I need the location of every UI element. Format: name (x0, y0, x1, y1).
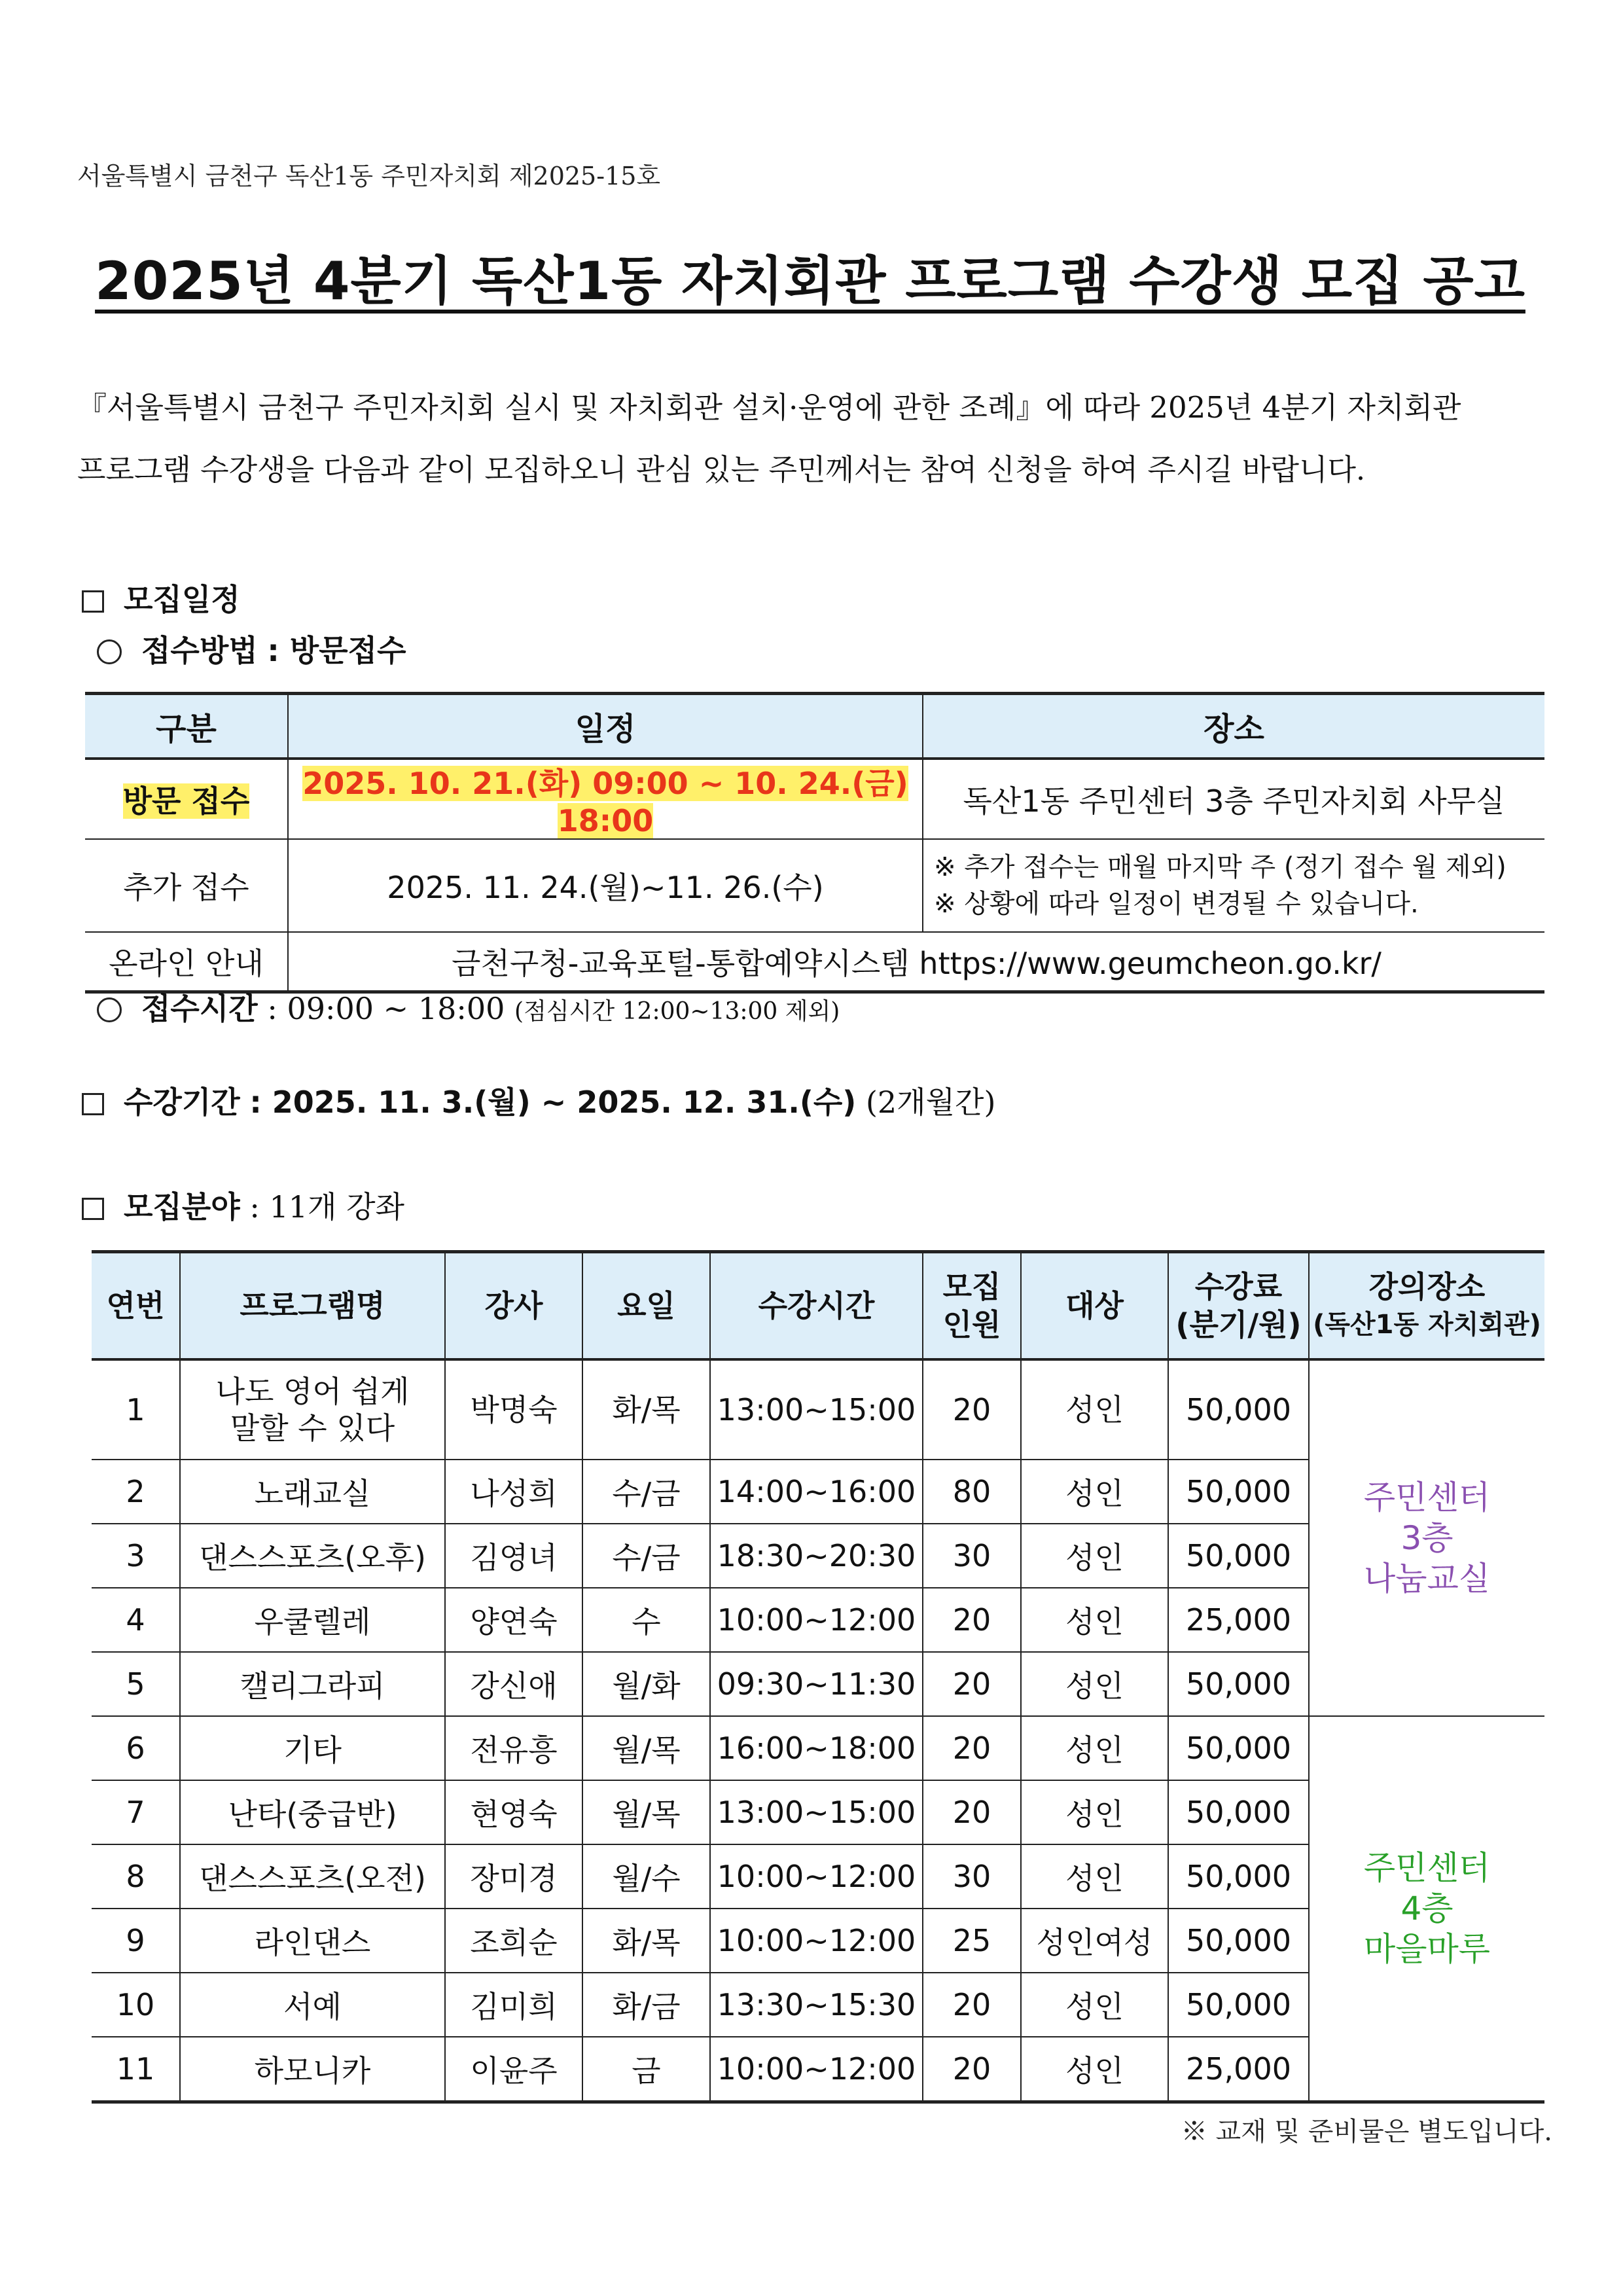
table-cell: 성인 (1021, 1460, 1168, 1524)
period-label: 수강기간 (124, 1085, 240, 1120)
extra-row (85, 839, 1544, 932)
place-cell-3f: 주민센터 3층 나눔교실 (1309, 1359, 1544, 1716)
table-cell: 80 (923, 1460, 1021, 1524)
table-cell: 20 (923, 1359, 1021, 1460)
table-cell: 월/목 (582, 1716, 710, 1780)
intro-paragraph (77, 376, 1543, 501)
extra-schedule: 2025. 11. 24.(월)~11. 26.(수) (288, 839, 923, 932)
extra-note-2: ※ 상황에 따라 일정이 변경될 수 있습니다. (934, 889, 1419, 919)
table-cell: 50,000 (1168, 1973, 1309, 2037)
table-cell: 10:00~12:00 (710, 1588, 923, 1652)
header-schedule: 일정 (288, 694, 923, 759)
table-cell: 전유흥 (445, 1716, 582, 1780)
extra-note-1: ※ 추가 접수는 매월 마지막 주 (정기 접수 월 제외) (934, 852, 1507, 882)
table-cell: 성인 (1021, 2037, 1168, 2102)
table-cell: 조희순 (445, 1909, 582, 1973)
table-cell: 김미희 (445, 1973, 582, 2037)
table-row (92, 1359, 1544, 1460)
visit-schedule: 2025. 10. 21.(화) 09:00 ~ 10. 24.(금) 18:00 (288, 759, 923, 839)
table-cell: 50,000 (1168, 1780, 1309, 1844)
table-cell: 20 (923, 1780, 1021, 1844)
table-cell: 월/수 (582, 1844, 710, 1909)
table-cell: 서예 (180, 1973, 445, 2037)
table-cell: 양연숙 (445, 1588, 582, 1652)
table-cell: 14:00~16:00 (710, 1460, 923, 1524)
programs-header-row (92, 1252, 1544, 1360)
table-cell: 성인 (1021, 1780, 1168, 1844)
table-cell: 성인 (1021, 1716, 1168, 1780)
table-cell: 7 (92, 1780, 180, 1844)
section-recruit-field (82, 1183, 404, 1227)
table-cell: 13:00~15:00 (710, 1359, 923, 1460)
programs-table (92, 1250, 1544, 2104)
table-cell: 50,000 (1168, 1652, 1309, 1716)
extra-category: 추가 접수 (85, 839, 288, 932)
table-cell: 2 (92, 1460, 180, 1524)
table-cell: 13:30~15:30 (710, 1973, 923, 2037)
visit-row (85, 759, 1544, 839)
header-name: 프로그램명 (180, 1252, 445, 1360)
visit-category: 방문 접수 (85, 759, 288, 839)
table-cell: 20 (923, 1716, 1021, 1780)
table-cell: 8 (92, 1844, 180, 1909)
table-row (92, 1716, 1544, 1780)
circle-bullet-icon (97, 997, 122, 1022)
section-recruit-schedule (82, 576, 240, 619)
table-cell: 난타(중급반) (180, 1780, 445, 1844)
document-number: 서울특별시 금천구 독산1동 주민자치회 제2025-15호 (77, 162, 661, 190)
table-cell: 30 (923, 1524, 1021, 1588)
table-cell: 성인 (1021, 1652, 1168, 1716)
table-cell: 성인 (1021, 1844, 1168, 1909)
online-row (85, 932, 1544, 992)
table-cell: 성인 (1021, 1524, 1168, 1588)
table-cell: 라인댄스 (180, 1909, 445, 1973)
header-time: 수강시간 (710, 1252, 923, 1360)
table-cell: 50,000 (1168, 1909, 1309, 1973)
table-cell: 10:00~12:00 (710, 1844, 923, 1909)
circle-bullet-icon (97, 639, 122, 664)
table-cell: 수 (582, 1588, 710, 1652)
header-category: 구분 (85, 694, 288, 759)
table-cell: 1 (92, 1359, 180, 1460)
table-cell: 월/화 (582, 1652, 710, 1716)
table-cell: 10 (92, 1973, 180, 2037)
table-cell: 16:00~18:00 (710, 1716, 923, 1780)
table-cell: 댄스스포츠(오전) (180, 1844, 445, 1909)
table-cell: 3 (92, 1524, 180, 1588)
time-note: (점심시간 12:00~13:00 제외) (514, 998, 840, 1025)
visit-place: 독산1동 주민센터 3층 주민자치회 사무실 (923, 759, 1544, 839)
table-cell: 댄스스포츠(오후) (180, 1524, 445, 1588)
online-link[interactable]: 금천구청-교육포털-통합예약시스템 https://www.geumcheon.go.kr/ (288, 932, 1544, 992)
table-cell: 캘리그라피 (180, 1652, 445, 1716)
table-cell: 성인 (1021, 1359, 1168, 1460)
table-cell: 김영녀 (445, 1524, 582, 1588)
table-cell: 우쿨렐레 (180, 1588, 445, 1652)
table-cell: 20 (923, 1652, 1021, 1716)
table-cell: 화/목 (582, 1909, 710, 1973)
table-cell: 박명숙 (445, 1359, 582, 1460)
table-cell: 50,000 (1168, 1716, 1309, 1780)
method-value: : 방문접수 (267, 633, 406, 668)
table-cell: 화/금 (582, 1973, 710, 2037)
section-course-period (82, 1079, 995, 1122)
table-cell: 화/목 (582, 1359, 710, 1460)
table-cell: 성인여성 (1021, 1909, 1168, 1973)
table-cell: 수/금 (582, 1460, 710, 1524)
table-cell: 하모니카 (180, 2037, 445, 2102)
table-cell: 20 (923, 2037, 1021, 2102)
table-cell: 25 (923, 1909, 1021, 1973)
header-instructor: 강사 (445, 1252, 582, 1360)
section-heading: 모집일정 (124, 582, 240, 617)
table-cell: 10:00~12:00 (710, 2037, 923, 2102)
table-cell: 50,000 (1168, 1359, 1309, 1460)
table-cell: 강신애 (445, 1652, 582, 1716)
table-cell: 장미경 (445, 1844, 582, 1909)
header-capacity: 모집 인원 (923, 1252, 1021, 1360)
table-cell: 25,000 (1168, 2037, 1309, 2102)
table-cell: 18:30~20:30 (710, 1524, 923, 1588)
table-cell: 기타 (180, 1716, 445, 1780)
checkbox-square-icon (82, 590, 104, 613)
schedule-table (85, 692, 1544, 994)
table-cell: 4 (92, 1588, 180, 1652)
table-cell: 20 (923, 1588, 1021, 1652)
method-line (97, 627, 406, 670)
schedule-header-row (85, 694, 1544, 759)
table-cell: 나도 영어 쉽게 말할 수 있다 (180, 1359, 445, 1460)
period-duration: (2개월간) (865, 1085, 996, 1120)
time-label: 접수시간 (141, 991, 258, 1026)
table-cell: 나성희 (445, 1460, 582, 1524)
table-cell: 월/목 (582, 1780, 710, 1844)
table-cell: 금 (582, 2037, 710, 2102)
table-cell: 성인 (1021, 1973, 1168, 2037)
table-cell: 11 (92, 2037, 180, 2102)
period-value: : 2025. 11. 3.(월) ~ 2025. 12. 31.(수) (249, 1085, 857, 1120)
table-cell: 25,000 (1168, 1588, 1309, 1652)
table-cell: 09:30~11:30 (710, 1652, 923, 1716)
header-target: 대상 (1021, 1252, 1168, 1360)
table-cell: 20 (923, 1973, 1021, 2037)
table-cell: 9 (92, 1909, 180, 1973)
table-cell: 이윤주 (445, 2037, 582, 2102)
online-category: 온라인 안내 (85, 932, 288, 992)
table-cell: 50,000 (1168, 1524, 1309, 1588)
table-cell: 수/금 (582, 1524, 710, 1588)
intro-line-2: 프로그램 수강생을 다음과 같이 모집하오니 관심 있는 주민께서는 참여 신청을 하여 주시길 바랍니다. (77, 452, 1366, 487)
table-cell: 노래교실 (180, 1460, 445, 1524)
footnote: ※ 교재 및 준비물은 별도입니다. (1181, 2117, 1552, 2147)
time-value: : 09:00 ~ 18:00 (267, 991, 505, 1026)
table-cell: 13:00~15:00 (710, 1780, 923, 1844)
header-day: 요일 (582, 1252, 710, 1360)
table-cell: 현영숙 (445, 1780, 582, 1844)
table-cell: 10:00~12:00 (710, 1909, 923, 1973)
field-label: 모집분야 (124, 1189, 240, 1225)
table-cell: 50,000 (1168, 1460, 1309, 1524)
header-place: 강의장소 (독산1동 자치회관) (1309, 1252, 1544, 1360)
table-cell: 50,000 (1168, 1844, 1309, 1909)
page-title: 2025년 4분기 독산1동 자치회관 프로그램 수강생 모집 공고 (95, 251, 1525, 312)
place-cell-4f: 주민센터 4층 마을마루 (1309, 1716, 1544, 2102)
table-cell: 성인 (1021, 1588, 1168, 1652)
method-label: 접수방법 (141, 633, 258, 668)
intro-line-1: 『서울특별시 금천구 주민자치회 실시 및 자치회관 설치·운영에 관한 조례』에 따라 2025년 4분기 자치회관 (77, 390, 1461, 425)
extra-notes (923, 839, 1544, 932)
header-no: 연번 (92, 1252, 180, 1360)
table-cell: 5 (92, 1652, 180, 1716)
header-fee: 수강료 (분기/원) (1168, 1252, 1309, 1360)
checkbox-square-icon (82, 1093, 104, 1115)
field-value: : 11개 강좌 (249, 1189, 404, 1225)
table-cell: 6 (92, 1716, 180, 1780)
table-cell: 30 (923, 1844, 1021, 1909)
checkbox-square-icon (82, 1198, 104, 1220)
header-place: 장소 (923, 694, 1544, 759)
reception-time-line (97, 985, 840, 1028)
